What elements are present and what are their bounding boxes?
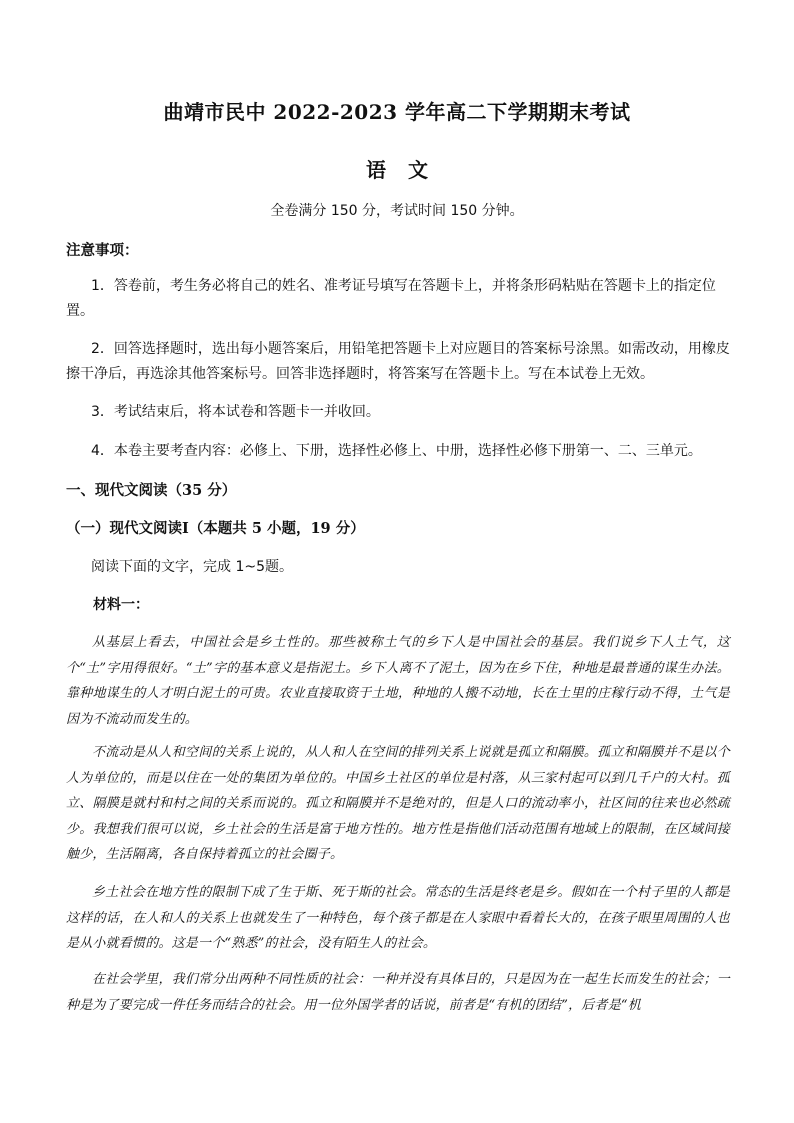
exam-title: 曲靖市民中 2022-2023 学年高二下学期期末考试 [163, 100, 631, 124]
notice-item: 2．回答选择题时，选出每小题答案后，用铅笔把答题卡上对应题目的答案标号涂黑。如需改动，用橡皮擦干净后，再选涂其他答案标号。回答非选择题时，将答案写在答题卡上。写在本试卷上无效。 [66, 341, 730, 382]
passage-paragraph: 在社会学里，我们常分出两种不同性质的社会：一种并没有具体目的，只是因为在一起生长而发生的社会；一种是为了要完成一件任务而结合的社会。用一位外国学者的话说，前者是“有机的团结”，后者是“机 [66, 972, 730, 1013]
subject-title: 语文 [366, 158, 450, 182]
section-heading: 一、现代文阅读（35 分） [66, 482, 237, 499]
notice-item: 4．本卷主要考查内容：必修上、下册，选择性必修上、中册，选择性必修下册第一、二、三单元。 [91, 443, 702, 459]
material-label: 材料一： [93, 597, 149, 613]
notice-item: 3．考试结束后，将本试卷和答题卡一并收回。 [91, 404, 380, 420]
exam-meta: 全卷满分 150 分，考试时间 150 分钟。 [270, 203, 524, 219]
passage-paragraph: 从基层上看去，中国社会是乡土性的。那些被称土气的乡下人是中国社会的基层。我们说乡下人土气，这个“土”字用得很好。“土”字的基本意义是指泥土。乡下人离不了泥土，因为在乡下住，种地是最普通的谋生办法。靠种地谋生的人才明白泥土的可贵。农业直接取资于土地，种地的人搬不动地，长在土里的庄稼行动不得，土气是因为不流动而发生的。 [66, 635, 730, 727]
notice-item: 1．答卷前，考生务必将自己的姓名、准考证号填写在答题卡上，并将条形码粘贴在答题卡上的指定位置。 [66, 278, 716, 319]
subsection-heading: （一）现代文阅读Ⅰ（本题共 5 小题，19 分） [66, 520, 365, 537]
passage-paragraph: 不流动是从人和空间的关系上说的，从人和人在空间的排列关系上说就是孤立和隔膜。孤立和隔膜并不是以个人为单位的，而是以住在一处的集团为单位的。中国乡土社区的单位是村落，从三家村起可以到几千户的大村。孤立、隔膜是就村和村之间的关系而说的。孤立和隔膜并不是绝对的，但是人口的流动率小，社区间的往来也必然疏少。我想我们很可以说，乡土社会的生活是富于地方性的。地方性是指他们活动范围有地域上的限制，在区域间接触少，生活隔离，各自保持着孤立的社会圈子。 [66, 745, 730, 862]
notice-heading: 注意事项： [66, 242, 139, 259]
passage-paragraph: 乡土社会在地方性的限制下成了生于斯、死于斯的社会。常态的生活是终老是乡。假如在一个村子里的人都是这样的话，在人和人的关系上也就发生了一种特色，每个孩子都是在人家眼中看着长大的，在孩子眼里周围的人也是从小就看惯的。这是一个“熟悉”的社会，没有陌生人的社会。 [66, 885, 730, 951]
reading-instruction: 阅读下面的文字，完成 1~5题。 [91, 559, 293, 575]
